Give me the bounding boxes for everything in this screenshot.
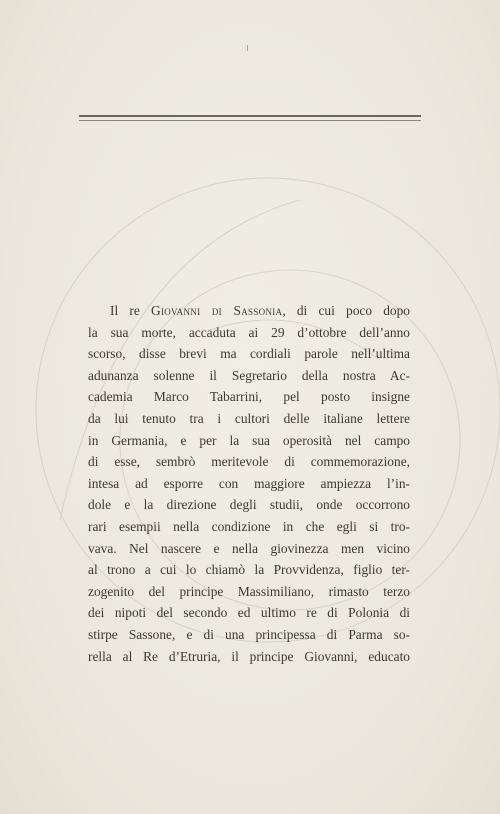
text-line-1-end: , di cui poco dopo [282,303,411,318]
body-paragraph [88,300,410,667]
text-line: in Germania, e per la sua operosità nel campo [88,432,410,448]
text-line: zogenito del principe Massimiliano, rimasto terzo [88,583,410,599]
header-rule-thick [79,115,421,117]
page-mark [247,45,248,51]
text-line: la sua morte, accaduta ai 29 d’ottobre dell’anno [88,324,410,340]
text-line: al trono a cui lo chiamò la Provvidenza, figlio ter- [88,562,410,578]
text-line: da lui tenuto tra i cultori delle italiane lettere [88,410,410,426]
text-line: intesa ad esporre con maggiore ampiezza l’in- [88,475,410,491]
text-line: rari esempii nella condizione in che egli si tro- [88,518,410,534]
header-rule [79,115,421,122]
text-line-1-start: Il re [110,303,151,318]
text-line-1 [88,300,410,322]
person-name: Giovanni di Sassonia [150,303,283,318]
header-rule-thin [79,120,421,121]
text-line: dole e la direzione degli studii, onde occorrono [88,497,410,513]
text-line: vava. Nel nascere e nella giovinezza men vicino [88,540,410,556]
text-line: stirpe Sassone, e di una principessa di Parma so- [88,626,410,642]
text-line: dei nipoti del secondo ed ultimo re di Polonia di [88,605,410,621]
text-line: adunanza solenne il Segretario della nostra Ac- [88,367,410,383]
text-line: cademia Marco Tabarrini, pel posto insigne [88,389,410,405]
text-line: rella al Re d’Etruria, il principe Giovanni, educato [88,648,410,664]
text-line: di esse, sembrò meritevole di commemorazione, [88,454,410,470]
text-line: scorso, disse brevi ma cordiali parole nell’ultima [88,346,410,362]
